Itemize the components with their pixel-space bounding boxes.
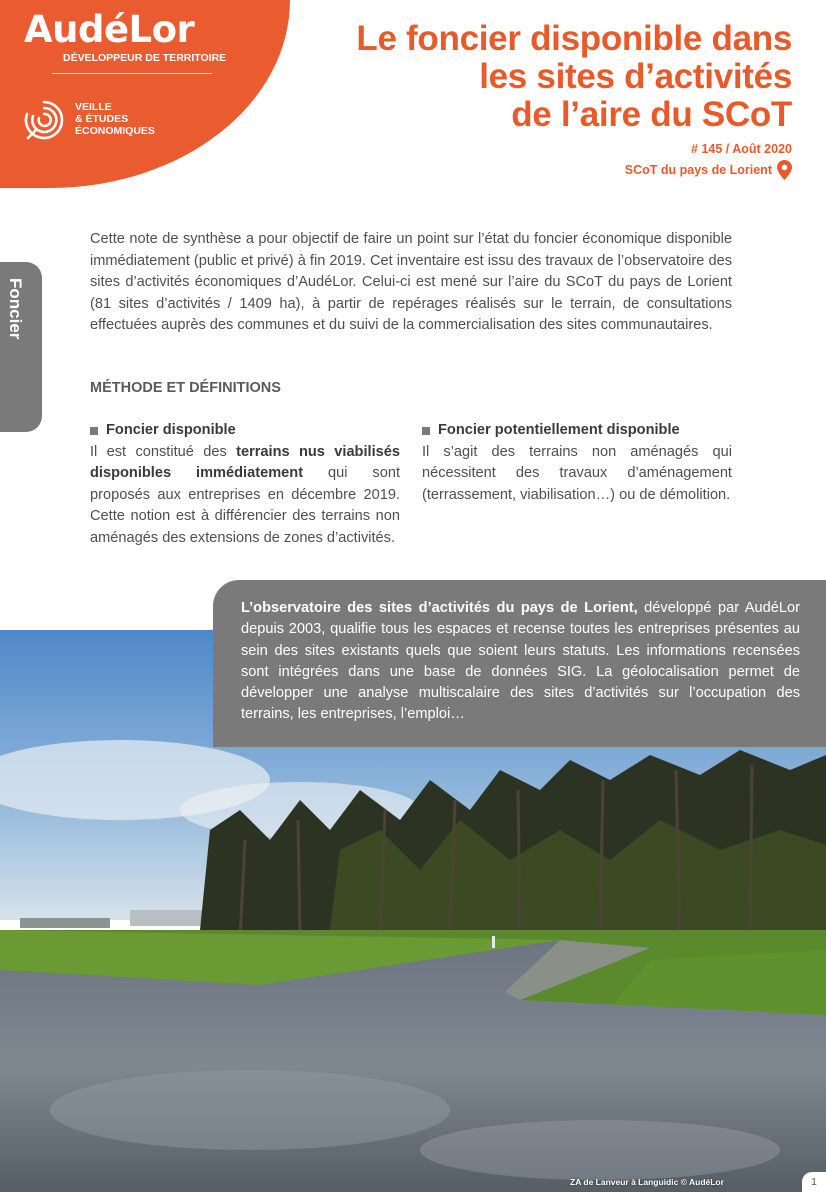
series-line-1: VEILLE (75, 101, 112, 113)
location-pin-icon (777, 160, 792, 180)
observatory-body: développé par AudéLor depuis 2003, qualifie tous les espaces et recense toutes les entreprises présentes au sein des sites existants quels que soient leurs statuts. Les informations recensées sont intégrées dans une base de données SIG. La géolocalisation permet de développer une analyse multiscalaire des sites d’activités sur l’occupation des terrains, les entreprises, l’emploi… (241, 600, 800, 723)
series-label (75, 101, 155, 137)
observatory-text (241, 598, 800, 726)
section-tab (0, 262, 42, 432)
page-number: 1 (802, 1172, 826, 1192)
bullet-square-icon (422, 427, 430, 435)
definition-text-end: qui sont proposés aux entreprises en décembre 2019. Cette notion est à différencier des terrains non aménagés des extensions de zones d’activités. (90, 465, 400, 546)
method-heading: MÉTHODE ET DÉFINITIONS (90, 380, 281, 396)
title-line-3: de l’aire du SCoT (511, 95, 792, 134)
place-text: SCoT du pays de Lorient (624, 163, 772, 177)
definition-heading-text: Foncier potentiellement disponible (438, 422, 680, 438)
series-line-2: & ÉTUDES (75, 113, 129, 125)
section-tab-label: Foncier (6, 278, 25, 340)
page-title (322, 20, 792, 134)
definition-foncier-disponible (90, 420, 400, 549)
definition-text-bold: terrains nus viabilisés disponibles immédiatement (90, 443, 400, 481)
veille-spiral-icon (22, 98, 66, 144)
title-line-1: Le foncier disponible dans (356, 19, 792, 58)
logo-divider (52, 73, 212, 74)
definition-text (90, 442, 400, 550)
place-label (625, 160, 792, 180)
definition-heading (90, 420, 400, 442)
logo-tagline: DÉVELOPPEUR DE TERRITOIRE (63, 52, 227, 64)
observatory-title: L’observatoire des sites d’activités du pays de Lorient, (241, 600, 638, 616)
logo-name: AudéLor (24, 8, 195, 51)
issue-number: # 145 / Août 2020 (691, 142, 792, 156)
title-line-2: les sites d’activités (479, 57, 792, 96)
photo-credit: ZA de Lanveur à Languidic © AudéLor (570, 1177, 724, 1187)
definition-heading (422, 420, 732, 442)
definition-heading-text: Foncier disponible (106, 422, 236, 438)
definition-foncier-potentiel (422, 420, 732, 506)
series-line-3: ÉCONOMIQUES (75, 125, 155, 137)
intro-paragraph: Cette note de synthèse a pour objectif de faire un point sur l’état du foncier économique disponible immédiatement (public et privé) à fin 2019. Cet inventaire est issu des travaux de l’observatoire des sites d’activités économiques d’AudéLor. Celui-ci est mené sur l’aire du SCoT du pays de Lorient (81 sites d’activités / 1409 ha), à partir de repérages réalisés sur le terrain, de consultations effectuées auprès des communes et du suivi de la commercialisation des sites communautaires. (90, 231, 732, 333)
definition-text-start: Il est constitué des (90, 443, 237, 460)
bullet-square-icon (90, 427, 98, 435)
definition-text: Il s’agit des terrains non aménagés qui nécessitent des travaux d’aménagement (terrassement, viabilisation…) ou de démolition. (422, 443, 732, 503)
observatory-box (213, 580, 826, 747)
